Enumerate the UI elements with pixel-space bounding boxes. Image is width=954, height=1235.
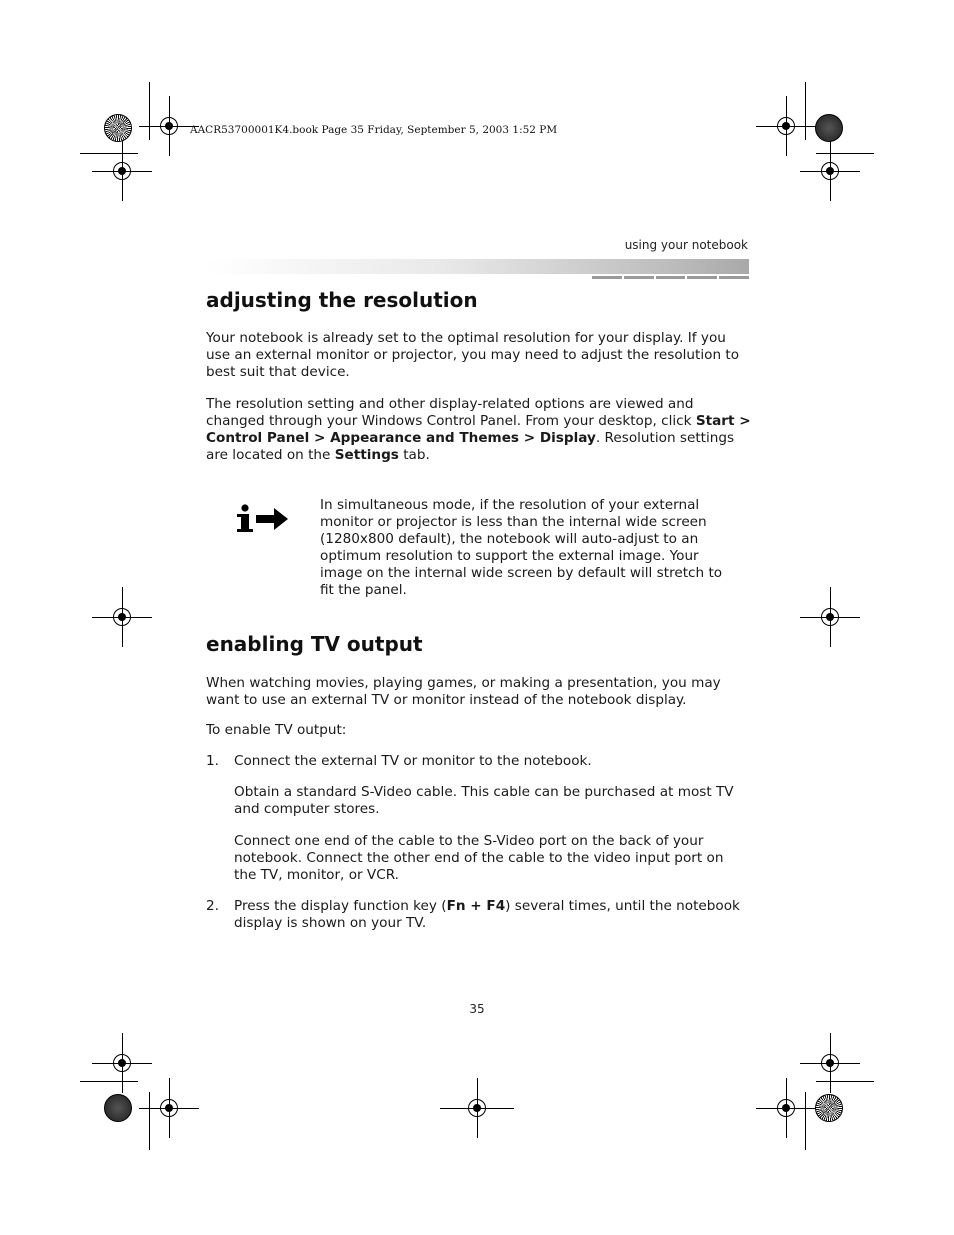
text-span: Press the display function key ( [234, 898, 447, 914]
note-text: In simultaneous mode, if the resolution of your external monitor or projector is less than the internal wide screen (1280x800 default), the notebook will auto-adjust to an optimum resolution to support the external image. Your image on the internal wide screen by default will stretch to fit the panel. [320, 497, 723, 598]
crop-line [80, 153, 138, 154]
step-1-detail-1: Obtain a standard S-Video cable. This cable can be purchased at most TV and computer stores. [234, 784, 734, 817]
step-1-number: 1. [206, 753, 219, 769]
crop-line [149, 82, 150, 140]
settings-tab-name: Settings [334, 447, 399, 463]
tv-paragraph-1: When watching movies, playing games, or making a presentation, you may want to use an external TV or monitor instead of the notebook display. [206, 675, 721, 708]
control-panel-path: Start > Control Panel > Appearance and Themes > Display [206, 413, 751, 446]
text-span: ) several times, until the notebook display is shown on your TV. [234, 898, 740, 931]
step-1-detail-2: Connect one end of the cable to the S-Video port on the back of your notebook. Connect the other end of the cable to the video input port on the TV, monitor, or VCR. [234, 833, 724, 883]
starburst-mark [104, 1094, 132, 1122]
step-2-number: 2. [206, 898, 219, 914]
page-number: 35 [469, 1002, 485, 1016]
step-2-text [234, 898, 749, 932]
text-span: The resolution setting and other display-related options are viewed and changed through your Windows Control Panel. From your desktop, click [206, 396, 696, 429]
print-header-note: AACR53700001K4.book Page 35 Friday, September 5, 2003 1:52 PM [190, 124, 558, 136]
crop-line [816, 1081, 874, 1082]
starburst-mark [104, 114, 132, 142]
running-head: using your notebook [624, 238, 748, 252]
text-span: . Resolution settings are located on the [206, 430, 735, 463]
tv-intro: To enable TV output: [206, 722, 347, 738]
crop-line [805, 82, 806, 140]
text-span: tab. [398, 447, 430, 463]
info-arrow-icon [234, 504, 290, 534]
section-title-resolution: adjusting the resolution [206, 288, 478, 312]
step-1-text: Connect the external TV or monitor to the notebook. [234, 753, 592, 769]
crop-line [440, 1108, 514, 1109]
function-key: Fn + F4 [446, 898, 506, 914]
crop-line [80, 1081, 138, 1082]
crop-line [816, 153, 874, 154]
crop-line [805, 1092, 806, 1150]
starburst-mark [815, 1094, 843, 1122]
crop-line [149, 1092, 150, 1150]
resolution-paragraph-1: Your notebook is already set to the optimal resolution for your display. If you use an external monitor or projector, you may need to adjust the resolution to best suit that device. [206, 330, 740, 380]
section-title-tv-output: enabling TV output [206, 632, 423, 656]
resolution-paragraph-2 [206, 396, 751, 464]
starburst-mark [815, 114, 843, 142]
header-segment-row [592, 276, 749, 279]
header-gradient-bar [206, 259, 749, 274]
